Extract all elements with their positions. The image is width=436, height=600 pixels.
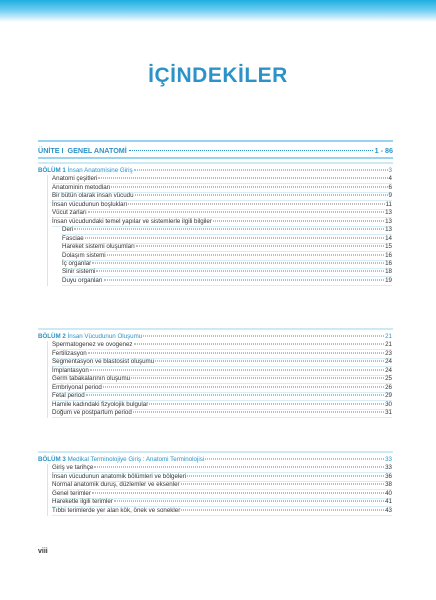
entry-label: Spermatogenez ve ovogenez (52, 341, 133, 349)
entry-label: İmplantasyon (52, 366, 89, 374)
entry-label: Hareket sistemi oluşumları (62, 243, 135, 251)
leader-dots (114, 501, 384, 502)
toc-entry[interactable] (52, 409, 392, 417)
toc-entry[interactable] (52, 192, 392, 200)
entry-separator (52, 417, 392, 418)
header-color-band (0, 0, 436, 22)
toc-entry[interactable] (52, 481, 392, 489)
leader-dots (135, 195, 388, 196)
toc-subentry[interactable] (62, 268, 392, 276)
chapter-separator (38, 328, 393, 330)
entry-label: Germ tabakalarının oluşumu (52, 375, 131, 383)
entry-page: 24 (385, 366, 392, 374)
leader-dots (213, 220, 384, 221)
entry-label: Tıbbi terimlerde yer alan kök, önek ve sonekler (52, 506, 181, 514)
entry-label: Sinir sistemi (62, 268, 96, 276)
chapter-title: İnsan Vücudunun Oluşumu (67, 333, 143, 340)
leader-dots (155, 361, 384, 362)
chapter-number: BÖLÜM 3 (38, 456, 66, 463)
entry-label: Fertilizasyon (52, 349, 87, 357)
toc-entry[interactable] (52, 175, 392, 183)
entry-label: Genel terimler (52, 489, 91, 497)
unit-top-rule (38, 140, 393, 142)
chapter-page: 33 (385, 456, 392, 463)
leader-dots (85, 237, 384, 238)
chapter-box-edge (47, 341, 48, 418)
entry-page: 23 (385, 349, 392, 357)
unit-leader-dots (129, 150, 373, 151)
entry-label: Anatominin metodları (52, 183, 111, 191)
page-number: viii (38, 548, 48, 555)
unit-label: ÜNİTE I GENEL ANATOMİ (38, 146, 127, 155)
leader-dots (86, 395, 384, 396)
chapter-separator (38, 451, 393, 453)
leader-dots (98, 178, 387, 179)
entry-page: 16 (385, 259, 392, 267)
toc-subentry[interactable] (62, 252, 392, 260)
entry-label: Bir bütün olarak insan vücudu (52, 192, 134, 200)
toc-entry[interactable] (52, 384, 392, 392)
toc-entry[interactable] (52, 401, 392, 409)
entry-page: 38 (385, 481, 392, 489)
toc-entry[interactable] (52, 490, 392, 498)
toc-entry[interactable] (52, 392, 392, 400)
chapter-label (38, 456, 204, 464)
chapter-number: BÖLÜM 1 (38, 167, 66, 174)
entry-label: Deri (62, 226, 74, 234)
leader-dots (103, 386, 384, 387)
toc-entry[interactable] (52, 218, 392, 226)
entry-label: Duyu organları (62, 276, 103, 284)
entry-page: 19 (385, 276, 392, 284)
chapter-label (38, 333, 142, 341)
leader-dots (92, 492, 384, 493)
leader-dots (111, 186, 387, 187)
chapter-box-edge (47, 175, 48, 286)
entry-page: 41 (385, 498, 392, 506)
entry-page: 40 (385, 489, 392, 497)
entry-page: 29 (385, 392, 392, 400)
chapter-number: BÖLÜM 2 (38, 333, 66, 340)
entry-page: 15 (385, 243, 392, 251)
entry-label: Hareketle ilgili terimler (52, 498, 113, 506)
leader-dots (136, 246, 384, 247)
leader-dots (104, 279, 385, 280)
leader-dots (74, 229, 384, 230)
toc-subentry[interactable] (62, 226, 392, 234)
entry-page: 9 (388, 192, 392, 200)
entry-page: 11 (385, 200, 392, 208)
toc-subentry[interactable] (62, 243, 392, 251)
toc-entry[interactable] (52, 473, 392, 481)
entry-label: Segmentasyon ve blastosist oluşumu (52, 358, 155, 366)
chapter-page: 21 (385, 333, 392, 340)
leader-dots (107, 254, 384, 255)
toc-entry[interactable] (52, 358, 392, 366)
entry-page: 43 (385, 506, 392, 514)
entry-separator (52, 515, 392, 516)
unit-heading[interactable] (38, 146, 393, 155)
leader-dots (96, 271, 384, 272)
chapter-box-edge (47, 464, 48, 516)
leader-dots (90, 369, 384, 370)
leader-dots (94, 467, 384, 468)
entry-page: 31 (385, 409, 392, 417)
chapter-title: İnsan Anatomisine Giriş (67, 167, 133, 174)
entry-label: Fasciae (62, 234, 84, 242)
entry-page: 24 (385, 358, 392, 366)
leader-dots (131, 378, 384, 379)
entry-label: Giriş ve tarihçe (52, 464, 94, 472)
toc-subentry[interactable] (62, 277, 392, 285)
entry-page: 18 (385, 268, 392, 276)
entry-label: İnsan vücudundaki temel yapılar ve sistemlerle ilgili bilgiler (52, 217, 212, 225)
entry-page: 26 (385, 383, 392, 391)
unit-bottom-rule (38, 157, 393, 159)
entry-label: İç organlar (62, 259, 92, 267)
leader-dots (205, 459, 384, 460)
leader-dots (181, 484, 385, 485)
chapter-page: 3 (388, 167, 392, 174)
entry-page: 16 (385, 251, 392, 259)
entry-label: Fetal period (52, 392, 85, 400)
entry-page: 14 (385, 234, 392, 242)
leader-dots (88, 212, 384, 213)
leader-dots (181, 509, 384, 510)
toc-entry[interactable] (52, 209, 392, 217)
chapter-label (38, 167, 133, 175)
unit-pages: 1 - 86 (374, 146, 393, 155)
entry-label: Doğum ve postpartum period (52, 409, 132, 417)
chapter-separator (38, 162, 393, 164)
entry-page: 13 (385, 226, 392, 234)
leader-dots (134, 170, 388, 171)
entry-separator (62, 285, 392, 286)
entry-page: 30 (385, 400, 392, 408)
leader-dots (143, 336, 384, 337)
toc-entry[interactable] (52, 184, 392, 192)
entry-label: Vücut zarları (52, 209, 87, 217)
toc-subentry[interactable] (62, 260, 392, 268)
toc-entry[interactable] (52, 201, 392, 209)
chapter-heading[interactable] (38, 167, 392, 175)
leader-dots (187, 475, 384, 476)
chapter-title: Medikal Terminolojiye Giriş : Anatomi Terminolojisi (67, 456, 205, 463)
leader-dots (128, 203, 384, 204)
toc-subentry[interactable] (62, 235, 392, 243)
entry-label: Hamile kadındaki fizyolojik bulgular (52, 400, 149, 408)
entry-label: İnsan vücudunun boşlukları (52, 200, 128, 208)
entry-page: 36 (385, 472, 392, 480)
toc-entry[interactable] (52, 341, 392, 349)
entry-page: 25 (385, 375, 392, 383)
entry-page: 13 (385, 217, 392, 225)
entry-label: Normal anatomik duruş, düzlemler ve eksenler (52, 481, 180, 489)
entry-label: Embriyonal period (52, 383, 102, 391)
entry-page: 4 (388, 175, 392, 183)
toc-entry[interactable] (52, 350, 392, 358)
entry-page: 33 (385, 464, 392, 472)
entry-label: Anatomi çeşitleri (52, 175, 98, 183)
entry-label: Dolaşım sistemi (62, 251, 106, 259)
chapter-heading[interactable] (38, 456, 392, 464)
leader-dots (134, 344, 385, 345)
leader-dots (133, 412, 384, 413)
leader-dots (88, 352, 384, 353)
chapter-heading[interactable] (38, 333, 392, 341)
entry-label: İnsan vücudunun anatomik bölümleri ve bölgeleri (52, 472, 187, 480)
toc-entry[interactable] (52, 375, 392, 383)
entry-page: 6 (388, 183, 392, 191)
leader-dots (92, 262, 384, 263)
leader-dots (149, 403, 384, 404)
toc-entry[interactable] (52, 498, 392, 506)
entry-page: 21 (385, 341, 392, 349)
entry-page: 13 (385, 209, 392, 217)
toc-entry[interactable] (52, 367, 392, 375)
toc-entry[interactable] (52, 507, 392, 515)
page-title: İÇİNDEKİLER (148, 64, 288, 87)
toc-entry[interactable] (52, 464, 392, 472)
